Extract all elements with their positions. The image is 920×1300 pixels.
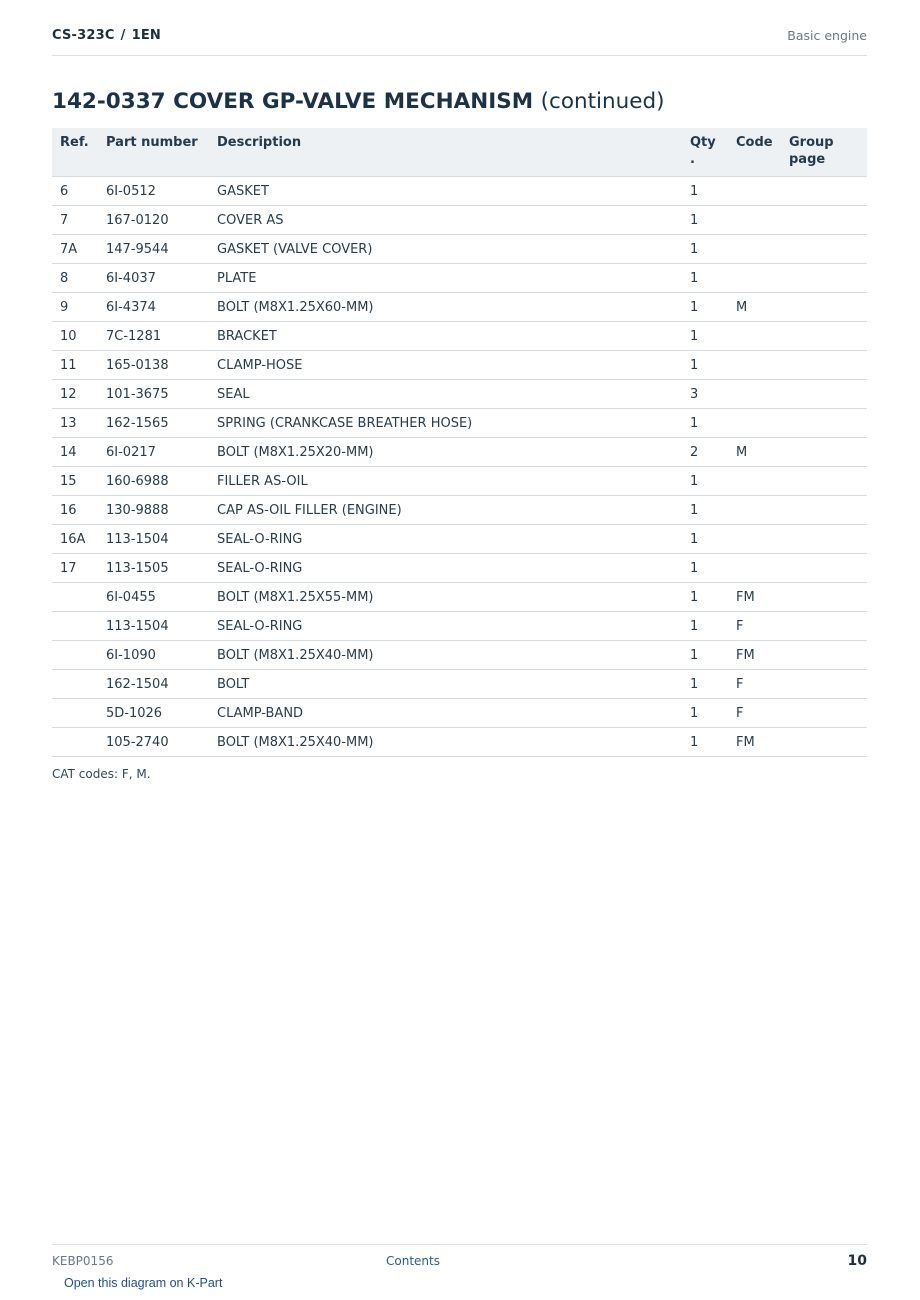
cell-group-page	[781, 583, 867, 612]
cell-code: F	[728, 699, 781, 728]
cell-code	[728, 496, 781, 525]
cell-ref	[52, 728, 98, 757]
col-header-code: Code	[728, 128, 781, 177]
table-row	[52, 641, 867, 670]
cell-ref: 7	[52, 206, 98, 235]
table-row	[52, 293, 867, 322]
cell-ref	[52, 641, 98, 670]
cell-qty: 1	[682, 177, 728, 206]
col-header-part-number: Part number	[98, 128, 209, 177]
cell-qty: 1	[682, 525, 728, 554]
cell-group-page	[781, 177, 867, 206]
open-on-kpart-link[interactable]: Open this diagram on K-Part	[64, 1276, 223, 1290]
table-row	[52, 467, 867, 496]
cell-part-number: 130-9888	[98, 496, 209, 525]
col-header-qty-dot: .	[690, 152, 695, 167]
cell-ref: 13	[52, 409, 98, 438]
cell-description: SEAL-O-RING	[209, 525, 682, 554]
cell-group-page	[781, 409, 867, 438]
cell-code	[728, 409, 781, 438]
cell-qty: 1	[682, 496, 728, 525]
table-row	[52, 177, 867, 206]
table-row	[52, 235, 867, 264]
cat-codes-note: CAT codes: F, M.	[52, 767, 151, 781]
cell-description: BOLT (M8X1.25X55-MM)	[209, 583, 682, 612]
cell-ref: 16	[52, 496, 98, 525]
table-row	[52, 264, 867, 293]
table-row	[52, 554, 867, 583]
cell-group-page	[781, 467, 867, 496]
cell-qty: 2	[682, 438, 728, 467]
cell-ref: 10	[52, 322, 98, 351]
table-row	[52, 409, 867, 438]
cell-part-number: 7C-1281	[98, 322, 209, 351]
cell-group-page	[781, 554, 867, 583]
cell-code	[728, 380, 781, 409]
cell-code	[728, 264, 781, 293]
cell-group-page	[781, 235, 867, 264]
cell-description: CLAMP-BAND	[209, 699, 682, 728]
cell-ref: 11	[52, 351, 98, 380]
cell-qty: 1	[682, 351, 728, 380]
cell-description: FILLER AS-OIL	[209, 467, 682, 496]
cell-group-page	[781, 699, 867, 728]
cell-group-page	[781, 438, 867, 467]
col-header-qty-text: Qty	[690, 135, 716, 150]
document-id: KEBP0156	[52, 1254, 114, 1268]
cell-code	[728, 206, 781, 235]
cell-description: CLAMP-HOSE	[209, 351, 682, 380]
page-title	[52, 89, 867, 114]
cell-ref: 14	[52, 438, 98, 467]
table-row	[52, 699, 867, 728]
cell-description: BRACKET	[209, 322, 682, 351]
group-title-suffix: (continued)	[540, 89, 665, 114]
cell-ref	[52, 583, 98, 612]
cell-group-page	[781, 322, 867, 351]
cell-description: BOLT (M8X1.25X20-MM)	[209, 438, 682, 467]
cell-ref: 17	[52, 554, 98, 583]
cell-part-number: 113-1504	[98, 525, 209, 554]
cell-qty: 1	[682, 293, 728, 322]
header-row	[52, 128, 867, 177]
cell-qty: 1	[682, 641, 728, 670]
cell-qty: 1	[682, 728, 728, 757]
cell-part-number: 105-2740	[98, 728, 209, 757]
cell-part-number: 6I-0455	[98, 583, 209, 612]
cell-description: GASKET	[209, 177, 682, 206]
col-header-description: Description	[209, 128, 682, 177]
cell-group-page	[781, 293, 867, 322]
cell-group-page	[781, 264, 867, 293]
table-row	[52, 206, 867, 235]
cell-part-number: 162-1504	[98, 670, 209, 699]
model-code: CS-323C	[52, 28, 115, 43]
cell-code	[728, 525, 781, 554]
cell-description: COVER AS	[209, 206, 682, 235]
cell-part-number: 5D-1026	[98, 699, 209, 728]
cell-qty: 1	[682, 467, 728, 496]
cell-group-page	[781, 641, 867, 670]
cell-part-number: 113-1504	[98, 612, 209, 641]
cell-code: M	[728, 293, 781, 322]
cell-ref: 9	[52, 293, 98, 322]
cell-code: F	[728, 670, 781, 699]
cell-description: BOLT (M8X1.25X40-MM)	[209, 728, 682, 757]
cell-description: BOLT (M8X1.25X40-MM)	[209, 641, 682, 670]
cell-code	[728, 467, 781, 496]
cell-code: FM	[728, 583, 781, 612]
cell-part-number: 6I-4037	[98, 264, 209, 293]
cell-qty: 1	[682, 612, 728, 641]
table-row	[52, 670, 867, 699]
cell-ref	[52, 670, 98, 699]
cell-code: FM	[728, 641, 781, 670]
cell-ref	[52, 612, 98, 641]
section-name: Basic engine	[787, 28, 867, 43]
cell-qty: 1	[682, 670, 728, 699]
serial-prefix: 1EN	[131, 28, 161, 43]
cell-group-page	[781, 525, 867, 554]
table-row	[52, 583, 867, 612]
col-header-qty	[682, 128, 728, 177]
cell-description: SEAL	[209, 380, 682, 409]
cell-part-number: 165-0138	[98, 351, 209, 380]
col-header-group-page: Group page	[781, 128, 867, 177]
page-header	[52, 28, 867, 56]
cell-qty: 3	[682, 380, 728, 409]
cell-description: SPRING (CRANKCASE BREATHER HOSE)	[209, 409, 682, 438]
group-title-main: 142-0337 COVER GP-VALVE MECHANISM	[52, 89, 534, 114]
table-row	[52, 438, 867, 467]
cell-group-page	[781, 496, 867, 525]
cell-group-page	[781, 670, 867, 699]
cell-group-page	[781, 351, 867, 380]
cell-description: BOLT (M8X1.25X60-MM)	[209, 293, 682, 322]
cell-qty: 1	[682, 409, 728, 438]
cell-group-page	[781, 380, 867, 409]
table-row	[52, 612, 867, 641]
cell-code	[728, 177, 781, 206]
cell-code: M	[728, 438, 781, 467]
cell-description: SEAL-O-RING	[209, 612, 682, 641]
cell-ref	[52, 699, 98, 728]
table-row	[52, 322, 867, 351]
parts-table-header	[52, 128, 867, 177]
page-number: 10	[847, 1253, 867, 1269]
table-row	[52, 380, 867, 409]
cell-code	[728, 235, 781, 264]
cell-qty: 1	[682, 699, 728, 728]
cell-part-number: 160-6988	[98, 467, 209, 496]
cell-group-page	[781, 206, 867, 235]
model-separator: /	[120, 28, 126, 43]
cell-part-number: 6I-0217	[98, 438, 209, 467]
cell-code: FM	[728, 728, 781, 757]
cell-description: SEAL-O-RING	[209, 554, 682, 583]
cell-group-page	[781, 728, 867, 757]
cell-qty: 1	[682, 554, 728, 583]
cell-ref: 8	[52, 264, 98, 293]
parts-table-body	[52, 177, 867, 757]
table-row	[52, 728, 867, 757]
page-footer	[52, 1244, 867, 1270]
contents-link[interactable]: Contents	[386, 1254, 440, 1268]
col-header-ref: Ref.	[52, 128, 98, 177]
parts-table	[52, 128, 867, 757]
cell-part-number: 113-1505	[98, 554, 209, 583]
cell-qty: 1	[682, 583, 728, 612]
cell-qty: 1	[682, 264, 728, 293]
cell-code	[728, 554, 781, 583]
cell-qty: 1	[682, 322, 728, 351]
cell-description: CAP AS-OIL FILLER (ENGINE)	[209, 496, 682, 525]
cell-code	[728, 322, 781, 351]
cell-part-number: 6I-1090	[98, 641, 209, 670]
model-serial-label	[52, 28, 161, 43]
cell-code	[728, 351, 781, 380]
cell-part-number: 6I-0512	[98, 177, 209, 206]
cell-part-number: 101-3675	[98, 380, 209, 409]
cell-ref: 7A	[52, 235, 98, 264]
cell-part-number: 162-1565	[98, 409, 209, 438]
cell-description: GASKET (VALVE COVER)	[209, 235, 682, 264]
table-row	[52, 496, 867, 525]
cell-description: BOLT	[209, 670, 682, 699]
table-row	[52, 525, 867, 554]
cell-part-number: 6I-4374	[98, 293, 209, 322]
cell-qty: 1	[682, 206, 728, 235]
cell-group-page	[781, 612, 867, 641]
cell-ref: 16A	[52, 525, 98, 554]
cell-description: PLATE	[209, 264, 682, 293]
cell-ref: 15	[52, 467, 98, 496]
cell-part-number: 147-9544	[98, 235, 209, 264]
cell-code: F	[728, 612, 781, 641]
table-row	[52, 351, 867, 380]
cell-part-number: 167-0120	[98, 206, 209, 235]
cell-ref: 12	[52, 380, 98, 409]
cell-qty: 1	[682, 235, 728, 264]
cell-ref: 6	[52, 177, 98, 206]
